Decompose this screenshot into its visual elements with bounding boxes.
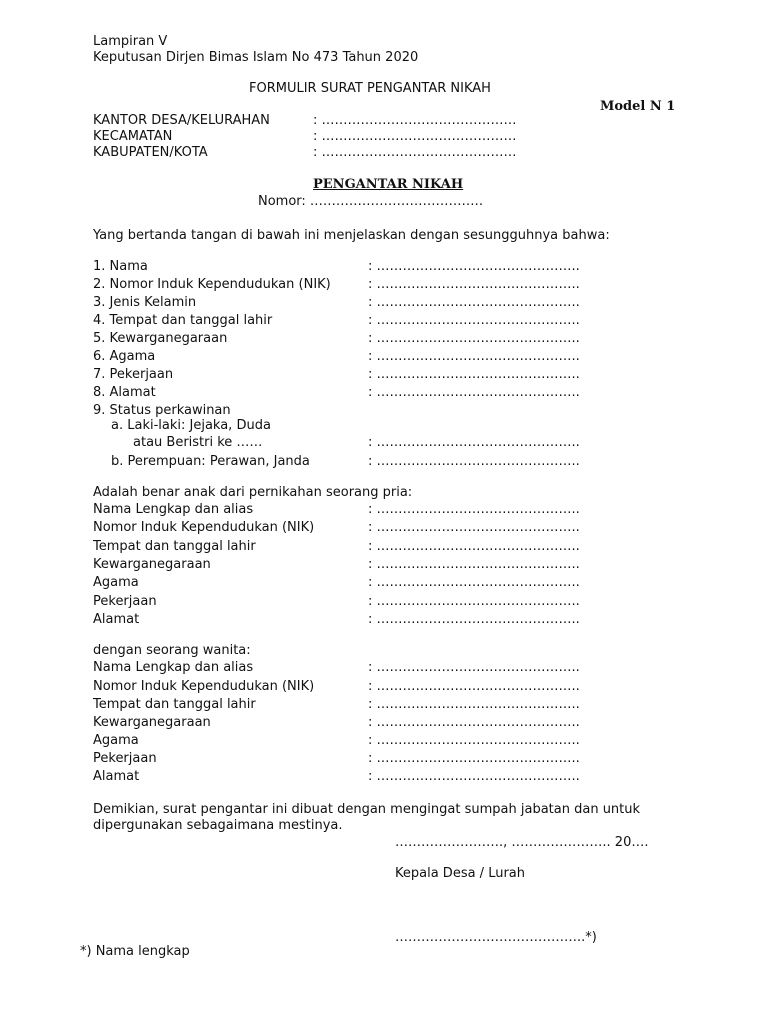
father-field-label: Nama Lengkap dan alias	[93, 502, 254, 517]
office-value-desa: : ………………………………………	[313, 113, 517, 128]
mother-field-label: Nomor Induk Kependudukan (NIK)	[93, 679, 315, 694]
father-field-label: Pekerjaan	[93, 594, 157, 609]
father-field-label: Nomor Induk Kependudukan (NIK)	[93, 520, 315, 535]
mother-field-value: : ………………………………………..	[368, 679, 580, 694]
status-label: 9. Status perkawinan	[93, 403, 231, 418]
field-label: 8. Alamat	[93, 385, 156, 400]
field-value: : ………………………………………..	[368, 295, 580, 310]
mother-field-value: : ………………………………………..	[368, 697, 580, 712]
mother-field-value: : ………………………………………..	[368, 660, 580, 675]
field-value: : ………………………………………..	[368, 367, 580, 382]
field-label: 7. Pekerjaan	[93, 367, 174, 382]
father-field-label: Tempat dan tanggal lahir	[93, 539, 256, 554]
father-field-value: : ………………………………………..	[368, 502, 580, 517]
father-field-label: Alamat	[93, 612, 140, 627]
mother-heading: dengan seorang wanita:	[93, 643, 251, 658]
status-b-line: b. Perempuan: Perawan, Janda	[111, 454, 310, 469]
field-label: 5. Kewarganegaraan	[93, 331, 228, 346]
date-line: ……………………., ………………….. 20….	[395, 835, 649, 850]
field-label: 6. Agama	[93, 349, 156, 364]
form-title: FORMULIR SURAT PENGANTAR NIKAH	[249, 81, 491, 96]
nomor-line: Nomor: ………………………………….	[258, 194, 484, 209]
father-field-value: : ………………………………………..	[368, 557, 580, 572]
father-heading: Adalah benar anak dari pernikahan seorang pria:	[93, 485, 413, 500]
father-field-value: : ………………………………………..	[368, 594, 580, 609]
office-label-kabupaten: KABUPATEN/KOTA	[93, 145, 208, 160]
office-label-kecamatan: KECAMATAN	[93, 129, 173, 144]
father-field-value: : ………………………………………..	[368, 612, 580, 627]
field-label: 3. Jenis Kelamin	[93, 295, 197, 310]
mother-field-label: Agama	[93, 733, 139, 748]
signature-line: ……………………………………..*)	[395, 930, 597, 945]
closing-line2: dipergunakan sebagaimana mestinya.	[93, 818, 343, 833]
father-field-value: : ………………………………………..	[368, 539, 580, 554]
field-label: 1. Nama	[93, 259, 148, 274]
mother-field-value: : ………………………………………..	[368, 769, 580, 784]
lampiran-label: Lampiran V	[93, 34, 168, 49]
field-label: 4. Tempat dan tanggal lahir	[93, 313, 273, 328]
field-value: : ………………………………………..	[368, 331, 580, 346]
father-field-value: : ………………………………………..	[368, 575, 580, 590]
status-a-value: : ………………………………………..	[368, 435, 580, 450]
field-value: : ………………………………………..	[368, 313, 580, 328]
mother-field-label: Alamat	[93, 769, 140, 784]
field-value: : ………………………………………..	[368, 349, 580, 364]
office-label-desa: KANTOR DESA/KELURAHAN	[93, 113, 270, 128]
field-value: : ………………………………………..	[368, 277, 580, 292]
intro-text: Yang bertanda tangan di bawah ini menjelaskan dengan sesungguhnya bahwa:	[93, 228, 610, 243]
mother-field-label: Tempat dan tanggal lahir	[93, 697, 256, 712]
status-a-line1: a. Laki-laki: Jejaka, Duda	[111, 418, 271, 433]
field-value: : ………………………………………..	[368, 385, 580, 400]
model-label: Model N 1	[600, 99, 676, 114]
father-field-label: Kewarganegaraan	[93, 557, 211, 572]
father-field-label: Agama	[93, 575, 139, 590]
father-field-value: : ………………………………………..	[368, 520, 580, 535]
mother-field-label: Nama Lengkap dan alias	[93, 660, 254, 675]
field-label: 2. Nomor Induk Kependudukan (NIK)	[93, 277, 331, 292]
field-value: : ………………………………………..	[368, 259, 580, 274]
mother-field-label: Kewarganegaraan	[93, 715, 211, 730]
keputusan-label: Keputusan Dirjen Bimas Islam No 473 Tahun 2020	[93, 50, 419, 65]
mother-field-value: : ………………………………………..	[368, 733, 580, 748]
mother-field-label: Pekerjaan	[93, 751, 157, 766]
footnote: *) Nama lengkap	[80, 944, 190, 959]
closing-line1: Demikian, surat pengantar ini dibuat dengan mengingat sumpah jabatan dan untuk	[93, 802, 641, 817]
signer-title: Kepala Desa / Lurah	[395, 866, 525, 881]
status-a-line2: atau Beristri ke ……	[133, 435, 263, 450]
office-value-kabupaten: : ………………………………………	[313, 145, 517, 160]
doc-title: PENGANTAR NIKAH	[313, 177, 464, 192]
status-b-value: : ………………………………………..	[368, 454, 580, 469]
mother-field-value: : ………………………………………..	[368, 715, 580, 730]
office-value-kecamatan: : ………………………………………	[313, 129, 517, 144]
mother-field-value: : ………………………………………..	[368, 751, 580, 766]
